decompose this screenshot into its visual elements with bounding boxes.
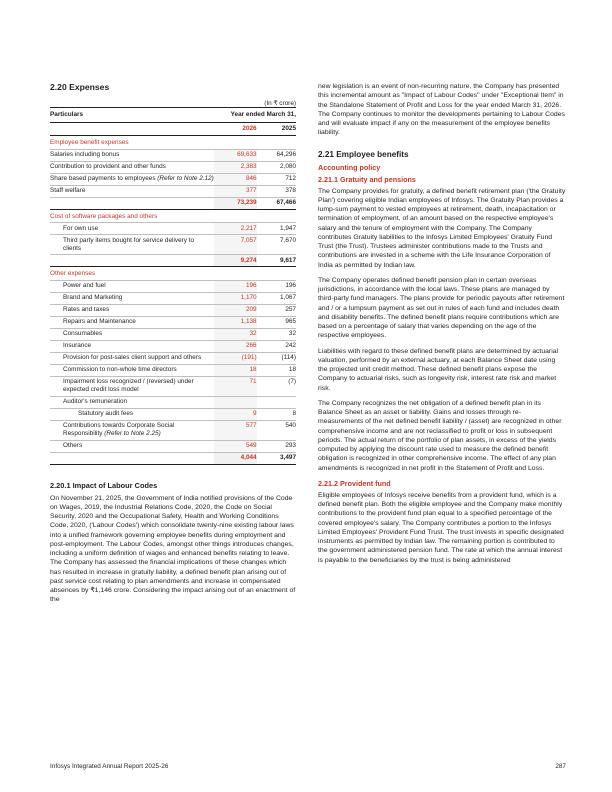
value-2025: (114) — [257, 352, 296, 364]
value-2025: 1,067 — [257, 292, 296, 304]
value-2026: 846 — [214, 173, 257, 185]
table-row — [50, 364, 296, 376]
value-2025: 242 — [257, 340, 296, 352]
table-row — [50, 280, 296, 292]
table-header-row — [50, 108, 296, 123]
value-2025: 293 — [257, 440, 296, 452]
provident-fund-paragraph: Eligible employees of Infosys receive benefits from a provident fund, which is a defined benefit plan. Both the eligible employee and the Company make monthly contributions to the provident fund plan equal to a specified percentage of the covered employee's salary. The Company contributes a portion to the Infosys Limited Employees' Provident Fund Trust. The trust invests in specific designated instruments as permitted by Indian law. The remaining portion is contributed to the government administered pension fund. The rate at which the annual interest is payable to the beneficiaries by the trust is being administered — [318, 491, 564, 564]
value-2026 — [214, 396, 257, 408]
value-2026: 32 — [214, 328, 257, 340]
row-label-text: Others — [63, 442, 83, 449]
group-title: Other expenses — [50, 267, 296, 281]
table-row — [50, 316, 296, 328]
period-header: Year ended March 31, — [214, 108, 296, 123]
row-label-text: Auditor's remuneration — [63, 398, 128, 405]
row-label-text: Impairment loss recognized / (reversed) under expected credit loss model — [63, 378, 194, 393]
table-row — [50, 292, 296, 304]
row-label — [50, 364, 214, 376]
row-label-text: Contribution to provident and other funds — [50, 163, 166, 170]
value-2026: (191) — [214, 352, 257, 364]
provident-fund-title: 2.21.2 Provident fund — [318, 478, 391, 488]
value-2026: 9 — [214, 408, 257, 420]
row-label — [50, 235, 214, 255]
continued-paragraph: new legislation is an event of non-recurring nature, the Company has presented this incremental amount as "Impact of Labour Codes" under "Exceptional Item" in the Standalone Statement of Profit and Loss for the year ended March 31, 2026. The Company continues to monitor the developments pertaining to Labour Codes and will evaluate impact if any on the measurement of the employee benefits liability. — [318, 83, 565, 137]
row-label — [50, 161, 214, 173]
table-row — [50, 420, 296, 440]
section-title-expenses: 2.20 Expenses — [50, 82, 110, 92]
row-label-text: Brand and Marketing — [63, 294, 123, 301]
value-2025: 712 — [257, 173, 296, 185]
value-2026: 196 — [214, 280, 257, 292]
software-packages-total-row — [50, 255, 296, 267]
gratuity-paragraph-2: The Company operates defined benefit pension plan in certain overseas jurisdictions, in accordance with the local laws. These plans are managed by third-party fund managers. The plans provide for periodic payouts after retirement and / or a lumpsum payment as set out in rules of each fund and includes death and disability benefits. The defined benefit plans require contributions which are based on a percentage of salary that varies depending on the age of the respective employees. — [318, 276, 565, 340]
value-2025: 965 — [257, 316, 296, 328]
table-row — [50, 223, 296, 235]
gratuity-paragraph-1: The Company provides for gratuity, a defined benefit retirement plan ('the Gratuity Plan') covering eligible Indian employees of Infosys. The Gratuity Plan provides a lump-sum payment to vested employees at retirement, death, incapacitation or termination of employment, of an amount based on the respective employee's salary and the tenure of employment with the Company. The Company contributes Gratuity liabilities to the Infosys Limited Employees' Gratuity Fund Trust (the Trust). Trustees administer contributions made to the Trusts and contributions are invested in a scheme with the Life Insurance Corporation of India as permitted by Indian law. — [318, 187, 566, 269]
table-row — [50, 161, 296, 173]
labour-codes-title: 2.20.1 Impact of Labour Codes — [50, 480, 158, 490]
row-label-text: Contributions towards Corporate Social Responsibility — [63, 422, 175, 437]
value-2025: 18 — [257, 364, 296, 376]
row-label — [50, 340, 214, 352]
row-label — [50, 396, 214, 408]
row-label-text: Share based payments to employees — [50, 175, 156, 182]
particulars-header: Particulars — [50, 108, 214, 123]
row-label-text: Commission to non-whole time directors — [63, 366, 177, 373]
footer-page-number: 287 — [555, 763, 566, 770]
table-row — [50, 340, 296, 352]
row-label-text: Power and fuel — [63, 282, 106, 289]
value-2025: 196 — [257, 280, 296, 292]
row-label — [50, 408, 214, 420]
value-2026: 7,057 — [214, 235, 257, 255]
value-2026: 577 — [214, 420, 257, 440]
table-row — [50, 185, 296, 197]
employee-benefit-group-title — [50, 136, 296, 150]
footer-report-name: Infosys Integrated Annual Report 2025-26 — [50, 763, 169, 770]
value-2026: 9,274 — [214, 255, 257, 267]
row-label — [50, 452, 214, 464]
labour-codes-paragraph: On November 21, 2025, the Government of India notified provisions of the Code on Wages, 2019, the Industrial Relations Code, 2020, the Code on Social Security, 2020 and the Occupational Safety, Health and Working Conditions Code, 2020, ('Labour Codes') which consolidate twenty-nine existing labour laws into a unified framework governing employee benefits during employment and post-employment. The Labour Codes, amongst other things introduces changes, including a uniform definition of wages and enhanced benefits relating to leave. The Company has assessed the financial implications of these changes which has resulted in increase in gratuity liability, a defined benefit plan arising out of past service cost relating to plan amendments and increase in compensated absences by ₹1,146 crore. Considering the impact arising out of an enactment of the — [50, 494, 296, 604]
table-row — [50, 235, 296, 255]
value-2026: 377 — [214, 185, 257, 197]
gratuity-paragraph-3: Liabilities with regard to these defined benefit plans are determined by actuarial valuation, performed by an external actuary, at each Balance Sheet date using the projected unit credit method. These defined benefit plans expose the Company to actuarial risks, such as longevity risk, interest rate risk and market risk. — [318, 347, 559, 392]
gratuity-title: 2.21.1 Gratuity and pensions — [318, 174, 416, 184]
employee-benefit-total-row — [50, 197, 296, 209]
row-label — [50, 197, 214, 209]
table-row — [50, 304, 296, 316]
row-label-text: Rates and taxes — [63, 306, 110, 313]
row-label — [50, 173, 214, 185]
employee-benefits-title: 2.21 Employee benefits — [318, 149, 409, 159]
value-2025: 378 — [257, 185, 296, 197]
value-2025: 540 — [257, 420, 296, 440]
value-2026: 209 — [214, 304, 257, 316]
years-header-row — [50, 123, 296, 136]
value-2026: 1,170 — [214, 292, 257, 304]
row-label — [50, 316, 214, 328]
table-row — [50, 376, 296, 396]
value-2025: (7) — [257, 376, 296, 396]
value-2025: 9,617 — [257, 255, 296, 267]
row-label — [50, 440, 214, 452]
table-row — [50, 149, 296, 161]
value-2026: 549 — [214, 440, 257, 452]
gratuity-paragraph-4: The Company recognizes the net obligation of a defined benefit plan in its Balance Sheet as an asset or liability. Gains and losses through re-measurements of the net defined benefit liability / (asset) are recognized in other comprehensive income and are not reclassified to profit or loss in subsequent periods. The actual return of the portfolio of plan assets, in excess of the yields computed by applying the discount rate used to measure the defined benefit obligation is recognized in other comprehensive income. The effect of any plan amendments is recognized in net profit in the Statement of Profit and Loss. — [318, 399, 562, 472]
row-label-text: For own use — [63, 224, 99, 232]
row-label — [50, 420, 214, 440]
row-label — [50, 292, 214, 304]
group-title: Employee benefit expenses — [50, 136, 296, 150]
value-2026: 2,383 — [214, 161, 257, 173]
other-expenses-group-title — [50, 267, 296, 281]
value-2025: 1,947 — [257, 223, 296, 235]
row-label — [50, 223, 214, 235]
value-2026: 73,239 — [214, 197, 257, 209]
row-label-text: Consumables — [63, 330, 103, 337]
labour-codes-block — [50, 481, 296, 605]
table-row — [50, 408, 296, 420]
software-packages-group-title — [50, 209, 296, 223]
row-note: (Refer to Note 2.25) — [104, 430, 161, 437]
row-label — [50, 255, 214, 267]
accounting-policy-label: Accounting policy — [318, 162, 381, 172]
table-row — [50, 328, 296, 340]
unit-label: (In ₹ crore) — [264, 100, 296, 107]
row-label-text: Insurance — [63, 342, 92, 349]
row-label-text: Staff welfare — [50, 187, 86, 194]
value-2026: 2,217 — [214, 223, 257, 235]
row-label — [50, 149, 214, 161]
row-label-text: Provision for post-sales client support and others — [63, 354, 202, 361]
value-2026: 18 — [214, 364, 257, 376]
row-label — [50, 352, 214, 364]
right-column — [318, 82, 566, 571]
table-row — [50, 352, 296, 364]
row-label-text: Repairs and Maintenance — [63, 318, 136, 325]
row-label — [50, 185, 214, 197]
value-2025: 67,466 — [257, 197, 296, 209]
value-2026: 266 — [214, 340, 257, 352]
value-2025: 8 — [257, 408, 296, 420]
year-2025-header: 2025 — [257, 123, 296, 136]
row-label-text: Statutory audit fees — [78, 410, 134, 417]
table-row — [50, 440, 296, 452]
row-label — [50, 328, 214, 340]
value-2026: 4,044 — [214, 452, 257, 464]
value-2026: 1,138 — [214, 316, 257, 328]
table-row — [50, 173, 296, 185]
row-label — [50, 376, 214, 396]
row-label — [50, 304, 214, 316]
value-2025: 257 — [257, 304, 296, 316]
value-2025: 3,497 — [257, 452, 296, 464]
row-label-text: Third party items bought for service delivery to clients — [63, 236, 195, 252]
table-row — [50, 396, 296, 408]
row-label-text: Salaries including bonus — [50, 151, 120, 158]
value-2025: 7,670 — [257, 235, 296, 255]
group-title: Cost of software packages and others — [50, 209, 296, 223]
other-expenses-total-row — [50, 452, 296, 464]
year-2026-header: 2026 — [214, 123, 257, 136]
row-note: (Refer to Note 2.12) — [157, 175, 214, 182]
row-label — [50, 280, 214, 292]
left-column — [50, 82, 296, 611]
value-2026: 71 — [214, 376, 257, 396]
value-2025 — [257, 396, 296, 408]
expenses-table — [50, 107, 296, 465]
value-2026: 69,633 — [214, 149, 257, 161]
value-2025: 64,296 — [257, 149, 296, 161]
value-2025: 32 — [257, 328, 296, 340]
value-2025: 2,080 — [257, 161, 296, 173]
